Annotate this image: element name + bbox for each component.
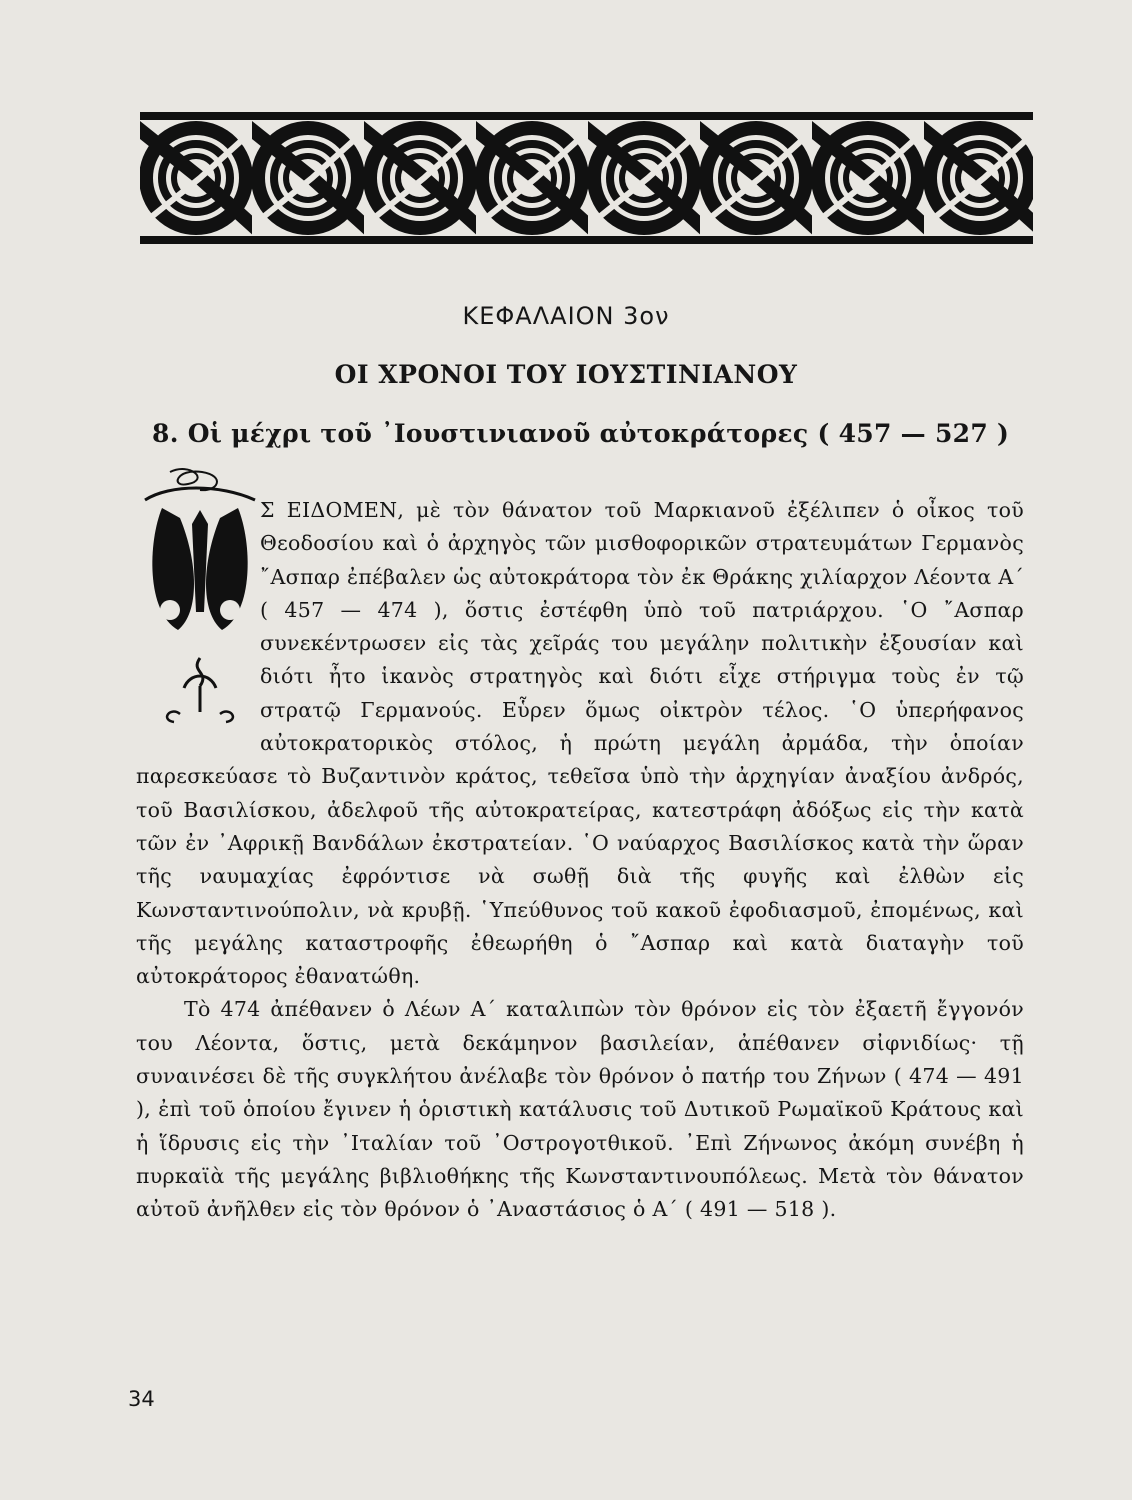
- chapter-label: ΚΕΦΑΛΑΙΟΝ 3ον: [462, 302, 670, 330]
- paragraph-2: Τὸ 474 ἀπέθανεν ὁ Λέων Α΄ καταλιπὼν τὸν θρόνον εἰς τὸν ἐξαετῆ ἔγγονόν του Λέοντα, ὅστις, μετὰ δεκάμηνον βασιλείαν, ἀπέθανεν σἰφνιδίως· τῇ συναινέσει δὲ τῆς συγκλήτου ἀνέλαβε τὸν θρόνον ὁ πατήρ του Ζήνων ( 474 — 491 ), ἐπὶ τοῦ ὁποίου ἔγινεν ἡ ὁριστικὴ κατάλυσις τοῦ Δυτικοῦ Ρωμαϊκοῦ Κράτους καὶ ἡ ἵδρυσις εἰς τὴν ᾿Ιταλίαν τοῦ ᾿Οστρογοτθικοῦ. ᾿Επὶ Ζήνωνος ἀκόμη συνέβη ἡ πυρκαϊὰ τῆς μεγάλης βιβλιοθήκης τῆς Κωνσταντινουπόλεως. Μετὰ τὸν θάνατον αὐτοῦ ἀνῆλθεν εἰς τὸν θρόνον ὁ ᾿Αναστάσιος ὁ Α΄ ( 491 — 518 ).: [136, 997, 1024, 1222]
- page-number: 34: [128, 1387, 155, 1411]
- section-heading: 8. Οἱ μέχρι τοῦ ᾿Ιουστινιανοῦ αὐτοκράτορες ( 457 — 527 ): [152, 419, 1010, 448]
- chapter-title: ΟΙ ΧΡΟΝΟΙ ΤΟΥ ΙΟΥΣΤΙΝΙΑΝΟΥ: [334, 360, 798, 389]
- body-text: [136, 494, 1024, 1227]
- initial-gutter: [136, 494, 260, 752]
- braided-ornament-band: [140, 112, 1033, 244]
- paragraph-1: Σ ΕΙΔΟΜΕΝ, μὲ τὸν θάνατον τοῦ Μαρκιανοῦ ἐξέλιπεν ὁ οἶκος τοῦ Θεοδοσίου καὶ ὁ ἀρχηγὸς τῶν μισθοφορικῶν στρατευμάτων Γερμανὸς ῎Ασπαρ ἐπέβαλεν ὡς αὐτοκράτορα τὸν ἐκ Θράκης χιλίαρχον Λέοντα Α΄ ( 457 — 474 ), ὅστις ἐστέφθη ὑπὸ τοῦ πατριάρχου. ῾Ο ῎Ασπαρ συνεκέντρωσεν εἰς τὰς χεῖράς του μεγάλην πολιτικὴν ἐξουσίαν καὶ διότι ἦτο ἱκανὸς στρατηγὸς καὶ διότι εἶχε στήριγμα τοὺς ἐν τῷ στρατῷ Γερμανούς. Εὗρεν ὅμως οἰκτρὸν τέλος. ῾Ο ὑπερήφανος αὐτοκρατορικὸς στόλος, ἡ πρώτη μεγάλη ἀρμάδα, τὴν ὁποίαν παρεσκεύασε τὸ Βυζαντινὸν κράτος, τεθεῖσα ὑπὸ τὴν ἀρχηγίαν ἀναξίου ἀνδρός, τοῦ Βασιλίσκου, ἀδελφοῦ τῆς αὐτοκρατείρας, κατεστράφη ἀδόξως εἰς τὴν κατὰ τῶν ἐν ᾿Αφρικῇ Βανδάλων ἐκστρατείαν. ῾Ο ναύαρχος Βασιλίσκος κατὰ τὴν ὥραν τῆς ναυμαχίας ἐφρόντισε νὰ σωθῇ διὰ τῆς φυγῆς καὶ ἐλθὼν εἰς Κωνσταντινούπολιν, νὰ κρυβῇ. ῾Υπεύθυνος τοῦ κακοῦ ἐφοδιασμοῦ, ἐπομένως, καὶ τῆς μεγάλης καταστροφῆς ἐθεωρήθη ὁ ῎Ασπαρ καὶ κατὰ διαταγὴν τοῦ αὐτοκράτορος ἐθανατώθη.: [136, 498, 1024, 989]
